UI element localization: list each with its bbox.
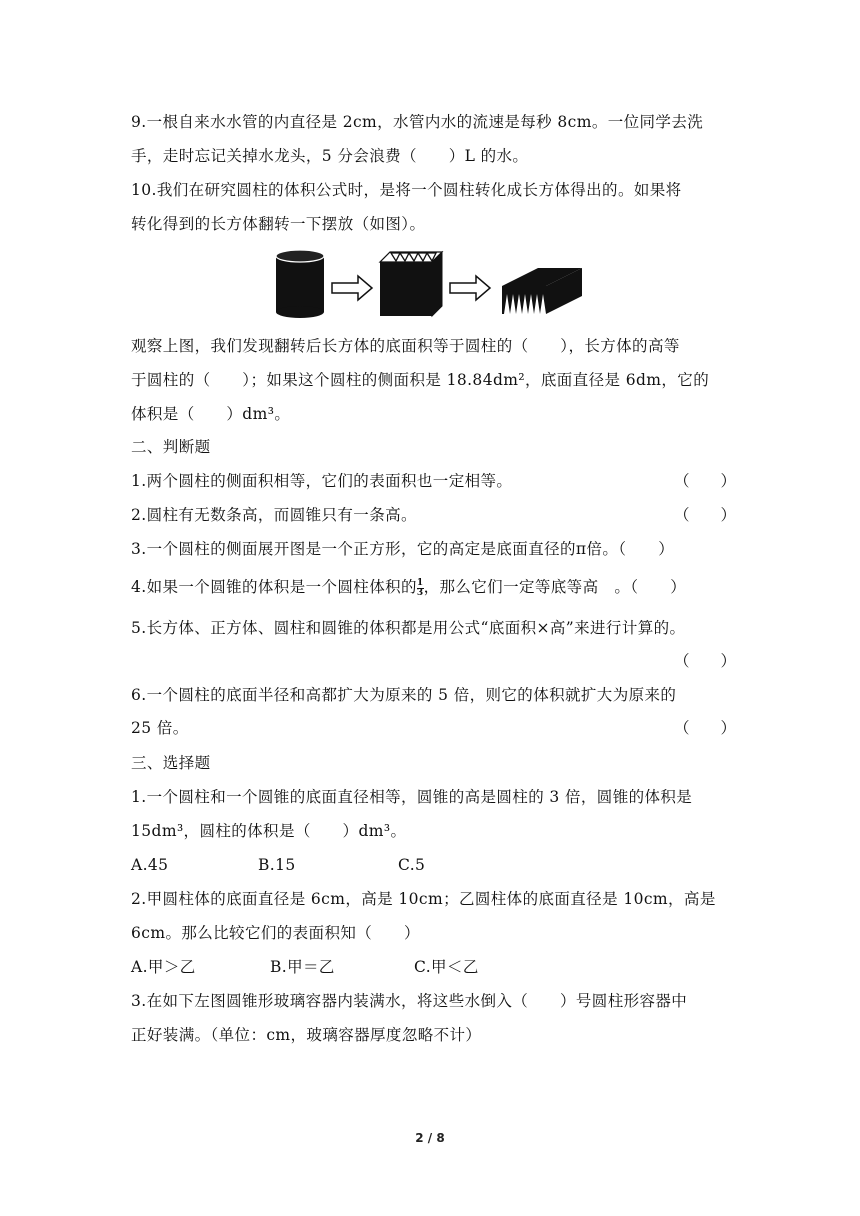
choice-q3-line2: 正好装满。（单位：cm，玻璃容器厚度忽略不计）	[131, 1026, 482, 1044]
q10-line4: 于圆柱的（ ）；如果这个圆柱的侧面积是 18.84dm²，底面直径是 6dm，它的	[131, 371, 710, 389]
choice-q2-line1: 2.甲圆柱体的底面直径是 6cm，高是 10cm；乙圆柱体的底面直径是 10cm，高是	[131, 890, 716, 908]
arrow-right-icon	[332, 276, 372, 300]
judge-q4-suffix: ，那么它们一定等底等高 。（ ）	[423, 578, 687, 596]
q10-line1: 10.我们在研究圆柱的体积公式时，是将一个圆柱转化成长方体得出的。如果将	[131, 181, 682, 199]
judge-q5: 5.长方体、正方体、圆柱和圆锥的体积都是用公式“底面积×高”来进行计算的。	[131, 619, 686, 637]
q9-line2: 手，走时忘记关掉水龙头，5 分会浪费（ ）L 的水。	[131, 147, 529, 165]
judge-q6-answer-blank[interactable]: （ ）	[674, 719, 737, 737]
choice-q2-option-b[interactable]: B.甲＝乙	[270, 958, 335, 976]
q9-line1: 9.一根自来水水管的内直径是 2cm，水管内水的流速是每秒 8cm。一位同学去洗	[131, 113, 704, 131]
choice-q2-line2: 6cm。那么比较它们的表面积知（ ）	[131, 924, 420, 942]
arrow-right-icon	[450, 276, 490, 300]
choice-q1-line1: 1.一个圆柱和一个圆锥的底面直径相等，圆锥的高是圆柱的 3 倍，圆锥的体积是	[131, 788, 693, 806]
choice-q3-line1: 3.在如下左图圆锥形玻璃容器内装满水，将这些水倒入（ ）号圆柱形容器中	[131, 992, 688, 1010]
page-number: 2 / 8	[415, 1131, 445, 1145]
judge-q6-line2: 25 倍。	[131, 719, 189, 737]
q10-line3: 观察上图，我们发现翻转后长方体的底面积等于圆柱的（ ），长方体的高等	[131, 337, 680, 355]
judge-q5-answer-blank[interactable]: （ ）	[674, 652, 737, 670]
fraction-denominator: 3	[416, 587, 424, 598]
judge-q3: 3.一个圆柱的侧面展开图是一个正方形，它的高定是底面直径的π倍。（ ）	[131, 540, 675, 558]
q10-line2: 转化得到的长方体翻转一下摆放（如图）。	[131, 215, 426, 233]
lying-cuboid-shape	[502, 268, 582, 314]
fraction-numerator: 1	[416, 577, 424, 588]
q10-line5: 体积是（ ）dm³。	[131, 405, 291, 423]
judge-q4	[131, 577, 686, 598]
upright-cuboid-shape	[380, 252, 442, 316]
cylinder-shape	[276, 250, 324, 318]
section-2-title: 二、判断题	[131, 438, 211, 456]
judge-q6-line1: 6.一个圆柱的底面半径和高都扩大为原来的 5 倍，则它的体积就扩大为原来的	[131, 686, 677, 704]
judge-q2: 2.圆柱有无数条高，而圆锥只有一条高。	[131, 506, 417, 524]
choice-q1-line2: 15dm³，圆柱的体积是（ ）dm³。	[131, 822, 407, 840]
judge-q1: 1.两个圆柱的侧面积相等，它们的表面积也一定相等。	[131, 472, 513, 490]
choice-q1-option-a[interactable]: A.45	[131, 856, 169, 874]
judge-q2-answer-blank[interactable]: （ ）	[674, 506, 737, 524]
choice-q2-option-a[interactable]: A.甲＞乙	[131, 958, 196, 976]
choice-q1-option-c[interactable]: C.5	[398, 856, 426, 874]
cylinder-to-cuboid-figure	[270, 248, 590, 320]
one-third-fraction	[417, 579, 424, 598]
choice-q1-option-b[interactable]: B.15	[258, 856, 296, 874]
choice-q2-option-c[interactable]: C.甲＜乙	[414, 958, 479, 976]
judge-q4-prefix: 4.如果一个圆锥的体积是一个圆柱体积的	[131, 578, 417, 596]
judge-q1-answer-blank[interactable]: （ ）	[674, 472, 737, 490]
section-3-title: 三、选择题	[131, 754, 211, 772]
